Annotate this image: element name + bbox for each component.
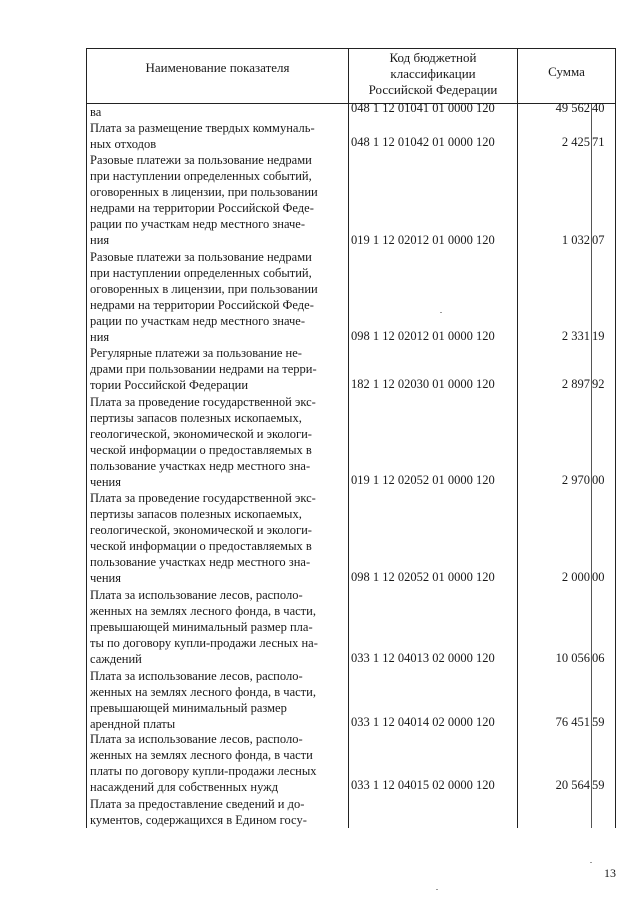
- name-line: превышающей минимальный размер: [90, 701, 287, 715]
- scan-speck: [436, 889, 438, 890]
- page-number: 13: [604, 866, 616, 880]
- table-left-border: [86, 48, 87, 828]
- name-line: Плата за предоставление сведений и до-: [90, 797, 305, 811]
- name-line: пользование участках недр местного зна-: [90, 459, 311, 473]
- name-line: ния: [90, 233, 110, 247]
- name-line: пользование участках недр местного зна-: [90, 555, 311, 569]
- name-line: ты по договору купли-продажи лесных на-: [90, 636, 318, 650]
- row-sum-kopecks: 07: [592, 233, 605, 247]
- row-sum-rubles: 1 032: [561, 233, 590, 247]
- header-budget-code-line: классификации: [390, 66, 476, 81]
- name-line: тории Российской Федерации: [90, 378, 249, 392]
- row-sum-rubles: 2 970: [561, 473, 590, 487]
- name-line: Разовые платежи за пользование недрами: [90, 153, 312, 167]
- name-line: женных на землях лесного фонда, в части: [90, 748, 313, 762]
- row-sum-kopecks: 06: [592, 651, 605, 665]
- row-indicator-name: [90, 394, 347, 490]
- name-line: насаждений для собственных нужд: [90, 780, 279, 794]
- row-indicator-name: [90, 152, 347, 248]
- name-line: рации по участкам недр местного значе-: [90, 314, 306, 328]
- header-budget-code-line: Российской Федерации: [368, 82, 498, 97]
- row-indicator-name: [90, 587, 347, 667]
- row-indicator-name: [90, 731, 347, 795]
- name-line: недрами на территории Российской Феде-: [90, 298, 314, 312]
- row-budget-code: 033 1 12 04014 02 0000 120: [351, 715, 495, 729]
- row-budget-code: 019 1 12 02052 01 0000 120: [351, 473, 495, 487]
- name-line: пертизы запасов полезных ископаемых,: [90, 507, 302, 521]
- row-budget-code: 048 1 12 01041 01 0000 120: [351, 101, 495, 115]
- name-line: Регулярные платежи за пользование не-: [90, 346, 302, 360]
- name-line: женных на землях лесного фонда, в части,: [90, 604, 316, 618]
- row-sum-rubles: 20 564: [555, 778, 590, 792]
- name-line: пертизы запасов полезных ископаемых,: [90, 411, 302, 425]
- row-sum-rubles: 2 331: [561, 329, 590, 343]
- row-budget-code: 098 1 12 02012 01 0000 120: [351, 329, 495, 343]
- row-sum-kopecks: 19: [592, 329, 605, 343]
- row-sum-rubles: 10 056: [555, 651, 590, 665]
- name-line: арендной платы: [90, 717, 176, 731]
- header-budget-code-line: Код бюджетной: [389, 50, 477, 65]
- row-budget-code: 033 1 12 04013 02 0000 120: [351, 651, 495, 665]
- name-line: саждений: [90, 652, 142, 666]
- row-indicator-name: [90, 104, 347, 120]
- row-indicator-name: [90, 796, 347, 828]
- name-line: геологической, экономической и экологи-: [90, 427, 312, 441]
- row-sum-rubles: 2 000: [561, 570, 590, 584]
- row-sum-kopecks: 59: [592, 715, 605, 729]
- name-line: геологической, экономической и экологи-: [90, 523, 312, 537]
- row-indicator-name: [90, 249, 347, 345]
- row-sum-kopecks: 40: [592, 101, 605, 115]
- name-line: недрами на территории Российской Феде-: [90, 201, 314, 215]
- row-sum-kopecks: 59: [592, 778, 605, 792]
- header-sum: Сумма: [548, 64, 585, 79]
- name-line: Плата за проведение государственной экс-: [90, 395, 316, 409]
- header-budget-code: [349, 50, 517, 98]
- row-sum-kopecks: 00: [592, 473, 605, 487]
- name-line: оговоренных в лицензии, при пользовании: [90, 282, 318, 296]
- name-line: Разовые платежи за пользование недрами: [90, 250, 312, 264]
- name-line: Плата за использование лесов, располо-: [90, 732, 303, 746]
- name-line: ва: [90, 105, 102, 119]
- scan-speck: [590, 862, 592, 863]
- name-line: драми при пользовании недрами на терри-: [90, 362, 317, 376]
- scan-speck: [440, 312, 442, 313]
- row-budget-code: 098 1 12 02052 01 0000 120: [351, 570, 495, 584]
- row-sum-rubles: 2 425: [561, 135, 590, 149]
- name-line: чения: [90, 571, 121, 585]
- name-line: оговоренных в лицензии, при пользовании: [90, 185, 318, 199]
- name-line: Плата за проведение государственной экс-: [90, 491, 316, 505]
- name-line: платы по договору купли-продажи лесных: [90, 764, 317, 778]
- table-right-border: [615, 48, 616, 828]
- name-line: Плата за использование лесов, располо-: [90, 588, 303, 602]
- name-line: ния: [90, 330, 110, 344]
- row-budget-code: 182 1 12 02030 01 0000 120: [351, 377, 495, 391]
- row-sum-rubles: 49 562: [555, 101, 590, 115]
- name-line: Плата за использование лесов, располо-: [90, 669, 303, 683]
- name-line: при наступлении определенных событий,: [90, 266, 312, 280]
- name-line: ных отходов: [90, 137, 157, 151]
- name-line: ческой информации о предоставляемых в: [90, 443, 312, 457]
- row-sum-kopecks: 92: [592, 377, 605, 391]
- row-indicator-name: [90, 120, 347, 152]
- name-line: при наступлении определенных событий,: [90, 169, 312, 183]
- name-line: кументов, содержащихся в Едином госу-: [90, 813, 307, 827]
- name-line: женных на землях лесного фонда, в части,: [90, 685, 316, 699]
- header-indicator-name: Наименование показателя: [145, 60, 290, 75]
- row-indicator-name: [90, 345, 347, 393]
- row-budget-code: 033 1 12 04015 02 0000 120: [351, 778, 495, 792]
- name-line: превышающей минимальный размер пла-: [90, 620, 313, 634]
- name-line: рации по участкам недр местного значе-: [90, 217, 306, 231]
- row-sum-kopecks: 71: [592, 135, 605, 149]
- row-indicator-name: [90, 668, 347, 732]
- column-divider-code-sum: [517, 48, 518, 828]
- name-line: чения: [90, 475, 121, 489]
- column-divider-name-code: [348, 48, 349, 828]
- row-budget-code: 019 1 12 02012 01 0000 120: [351, 233, 495, 247]
- table-top-border: [86, 48, 616, 49]
- row-sum-rubles: 76 451: [555, 715, 590, 729]
- row-sum-kopecks: 00: [592, 570, 605, 584]
- name-line: Плата за размещение твердых коммуналь-: [90, 121, 315, 135]
- name-line: ческой информации о предоставляемых в: [90, 539, 312, 553]
- row-indicator-name: [90, 490, 347, 586]
- row-sum-rubles: 2 897: [561, 377, 590, 391]
- row-budget-code: 048 1 12 01042 01 0000 120: [351, 135, 495, 149]
